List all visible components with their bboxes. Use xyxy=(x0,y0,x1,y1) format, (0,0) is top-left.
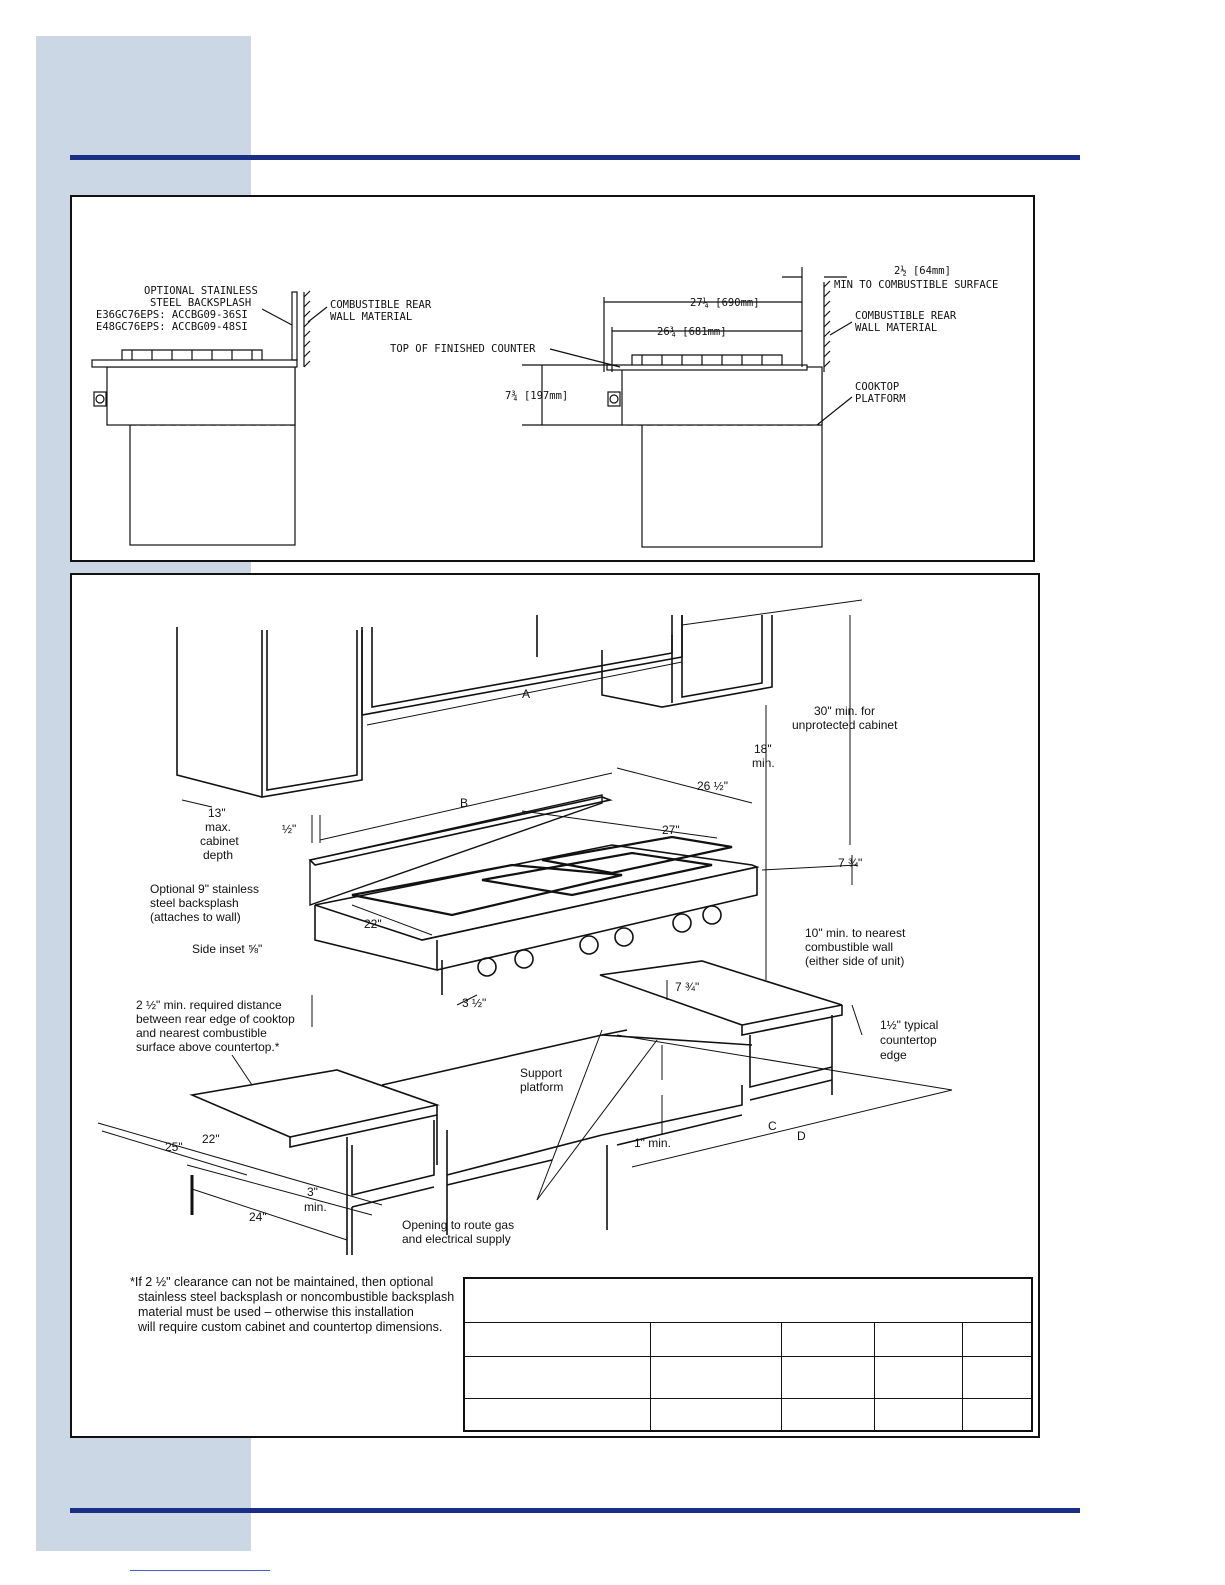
dim-a-label: A xyxy=(522,687,531,701)
footer-rule xyxy=(70,1508,1080,1513)
dim-7-75-center-label: 7 ¾" xyxy=(675,980,700,994)
footnote-line-4: will require custom cabinet and countertop dimensions. xyxy=(138,1320,443,1334)
right-side-view xyxy=(522,267,852,547)
depth-inner-dimension: 26¾ [681mm] xyxy=(657,326,727,338)
dim-b-label: B xyxy=(460,796,469,810)
backsplash-line-3: (attaches to wall) xyxy=(150,910,241,924)
footnote-line-1: *If 2 ½" clearance can not be maintained, then optional xyxy=(130,1275,434,1289)
cooktop xyxy=(310,795,757,995)
table-row xyxy=(464,1322,1032,1356)
edge-line-3: edge xyxy=(880,1048,907,1062)
dim-27-label: 27" xyxy=(662,823,680,837)
side-view-panel xyxy=(70,195,1035,562)
left-wall-label-line-2: WALL MATERIAL xyxy=(330,311,413,323)
height-dimension: 7¾ [197mm] xyxy=(505,390,569,402)
support-line-1: Support xyxy=(520,1066,563,1080)
dimension-table xyxy=(463,1277,1033,1432)
right-wall-label-line-2: WALL MATERIAL xyxy=(855,322,938,334)
wall-cabinets xyxy=(177,615,772,797)
counter-label: TOP OF FINISHED COUNTER xyxy=(390,343,536,355)
backsplash-label-line-1: OPTIONAL STAINLESS xyxy=(144,285,258,297)
side-inset-label: Side inset ⅝" xyxy=(192,942,263,956)
dim-3-min-line-1: 3" xyxy=(307,1185,318,1199)
depth-outer-dimension: 27¼ [690mm] xyxy=(690,297,760,309)
backsplash-line-1: Optional 9" stainless xyxy=(150,882,259,896)
dim-3-5-label: 3 ½" xyxy=(462,996,487,1010)
rear-clearance-line-4: surface above countertop.* xyxy=(136,1040,280,1054)
dim-1-min-label: 1" min. xyxy=(634,1136,671,1150)
platform-label-line-2: PLATFORM xyxy=(855,393,906,405)
wall-10-line-2: combustible wall xyxy=(805,940,894,954)
header-rule xyxy=(70,155,1080,160)
dim-22-top-label: 22" xyxy=(364,917,382,931)
rear-clearance-line-1: 2 ½" min. required distance xyxy=(136,998,282,1012)
dim-c-label: C xyxy=(768,1119,777,1133)
dim-24-label: 24" xyxy=(249,1210,267,1224)
footnote-line-2: stainless steel backsplash or noncombustible backsplash xyxy=(138,1290,455,1304)
min-30-line-2: unprotected cabinet xyxy=(792,718,898,732)
platform-label-line-1: COOKTOP xyxy=(855,381,900,393)
dim-25-label: 25" xyxy=(165,1140,183,1154)
dim-7-75-right-label: 7 ¾" xyxy=(838,856,863,870)
rear-clearance-line-3: and nearest combustible xyxy=(136,1026,267,1040)
clearance-dimension: 2½ [64mm] xyxy=(894,265,951,277)
table-header-cell xyxy=(464,1278,1032,1322)
footer-link-underline xyxy=(130,1570,270,1571)
opening-line-1: Opening to route gas xyxy=(402,1218,515,1232)
dim-26-5-label: 26 ½" xyxy=(697,779,728,793)
wall-10-line-1: 10" min. to nearest xyxy=(805,926,906,940)
dim-3-min-line-2: min. xyxy=(304,1200,327,1214)
backsplash-label-line-2: STEEL BACKSPLASH xyxy=(150,297,252,309)
backsplash-line-2: steel backsplash xyxy=(150,896,239,910)
model-48-label: E48GC76EPS: ACCBG09-48SI xyxy=(96,321,248,333)
dim-22-label: 22" xyxy=(202,1132,220,1146)
opening-line-2: and electrical supply xyxy=(402,1232,511,1246)
clearance-label: MIN TO COMBUSTIBLE SURFACE xyxy=(834,279,999,291)
footnote-line-3: material must be used – otherwise this installation xyxy=(138,1305,414,1319)
rear-clearance-line-2: between rear edge of cooktop xyxy=(136,1012,295,1026)
support-line-2: platform xyxy=(520,1080,564,1094)
clearance-footnote xyxy=(130,1275,460,1335)
base-cabinets xyxy=(192,961,842,1255)
edge-line-1: 1½" typical xyxy=(880,1018,939,1032)
model-36-label: E36GC76EPS: ACCBG09-36SI xyxy=(96,309,248,321)
table-row xyxy=(464,1356,1032,1398)
wall-10-line-3: (either side of unit) xyxy=(805,954,905,968)
dim-d-label: D xyxy=(797,1129,806,1143)
dim-half-label: ½" xyxy=(282,822,297,836)
left-wall-label-line-1: COMBUSTIBLE REAR xyxy=(330,299,432,311)
cabinet-depth-line-4: depth xyxy=(203,848,234,862)
cabinet-depth-line-1: 13" xyxy=(208,806,226,820)
table-row xyxy=(464,1398,1032,1431)
right-wall-label-line-1: COMBUSTIBLE REAR xyxy=(855,310,957,322)
side-view-drawing xyxy=(72,197,1033,560)
cabinet-depth-line-2: max. xyxy=(205,820,232,834)
edge-line-2: countertop xyxy=(880,1033,937,1047)
min-18-line-1: 18" xyxy=(754,742,772,756)
min-18-line-2: min. xyxy=(752,756,775,770)
cabinet-depth-line-3: cabinet xyxy=(200,834,239,848)
min-30-line-1: 30" min. for xyxy=(814,704,875,718)
